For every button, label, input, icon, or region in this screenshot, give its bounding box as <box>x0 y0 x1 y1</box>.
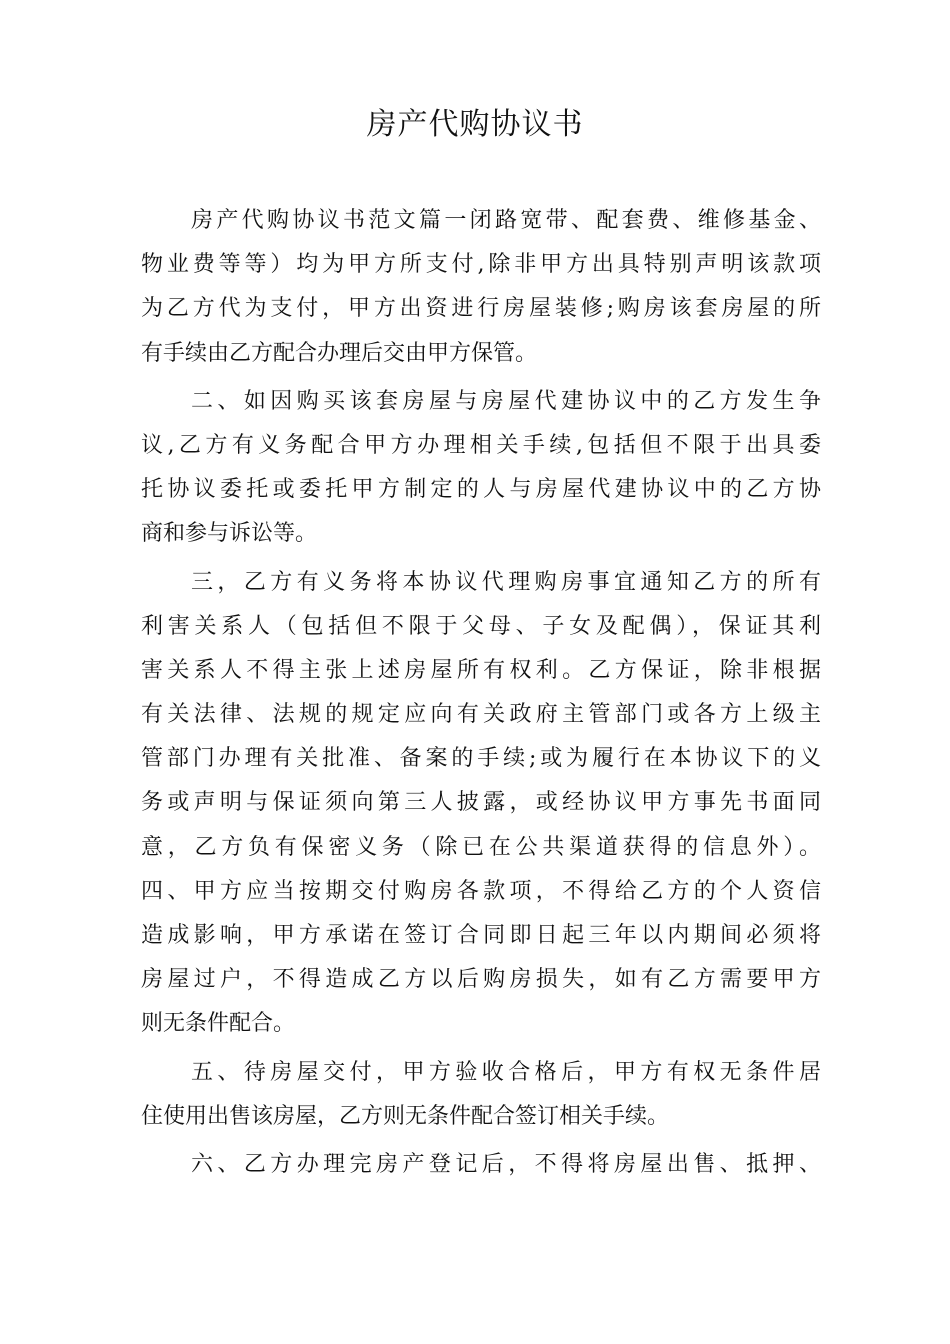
text-line: 务或声明与保证须向第三人披露，或经协议甲方事先书面同 <box>141 790 821 816</box>
text-line: 住使用出售该房屋，乙方则无条件配合签订相关手续。 <box>141 1103 670 1129</box>
text-line: 利害关系人（包括但不限于父母、子女及配偶），保证其利 <box>141 613 821 639</box>
text-line: 有手续由乙方配合办理后交由甲方保管。 <box>141 340 538 366</box>
text-line: 四、甲方应当按期交付购房各款项，不得给乙方的个人资信 <box>141 878 821 904</box>
text-line: 造成影响，甲方承诺在签订合同即日起三年以内期间必须将 <box>141 923 821 948</box>
text-line: 三，乙方有义务将本协议代理购房事宜通知乙方的所有 <box>191 569 821 595</box>
text-line: 有关法律、法规的规定应向有关政府主管部门或各方上级主 <box>141 702 821 728</box>
document-title: 房产代购协议书 <box>366 107 584 142</box>
text-line: 六、乙方办理完房产登记后，不得将房屋出售、抵押、 <box>191 1151 821 1177</box>
text-line: 害关系人不得主张上述房屋所有权利。乙方保证，除非根据 <box>141 657 821 683</box>
text-line: 意，乙方负有保密义务（除已在公共渠道获得的信息外）。 <box>141 834 821 860</box>
text-line: 二、如因购买该套房屋与房屋代建协议中的乙方发生争 <box>191 388 821 414</box>
text-line: 托协议委托或委托甲方制定的人与房屋代建协议中的乙方协 <box>141 477 821 503</box>
text-line: 为乙方代为支付，甲方出资进行房屋装修;购房该套房屋的所 <box>141 296 821 322</box>
text-line: 房产代购协议书范文篇一闭路宽带、配套费、维修基金、 <box>191 208 821 233</box>
text-line: 物业费等等）均为甲方所支付,除非甲方出具特别声明该款项 <box>141 252 821 278</box>
text-line: 管部门办理有关批准、备案的手续;或为履行在本协议下的义 <box>141 746 821 772</box>
text-line: 商和参与诉讼等。 <box>141 521 318 547</box>
text-line: 五、待房屋交付，甲方验收合格后，甲方有权无条件居 <box>191 1059 821 1085</box>
document-body <box>141 199 821 1187</box>
text-line: 房屋过户，不得造成乙方以后购房损失，如有乙方需要甲方 <box>141 967 821 993</box>
text-line: 则无条件配合。 <box>141 1011 296 1037</box>
text-line: 议,乙方有义务配合甲方办理相关手续,包括但不限于出具委 <box>141 432 821 458</box>
